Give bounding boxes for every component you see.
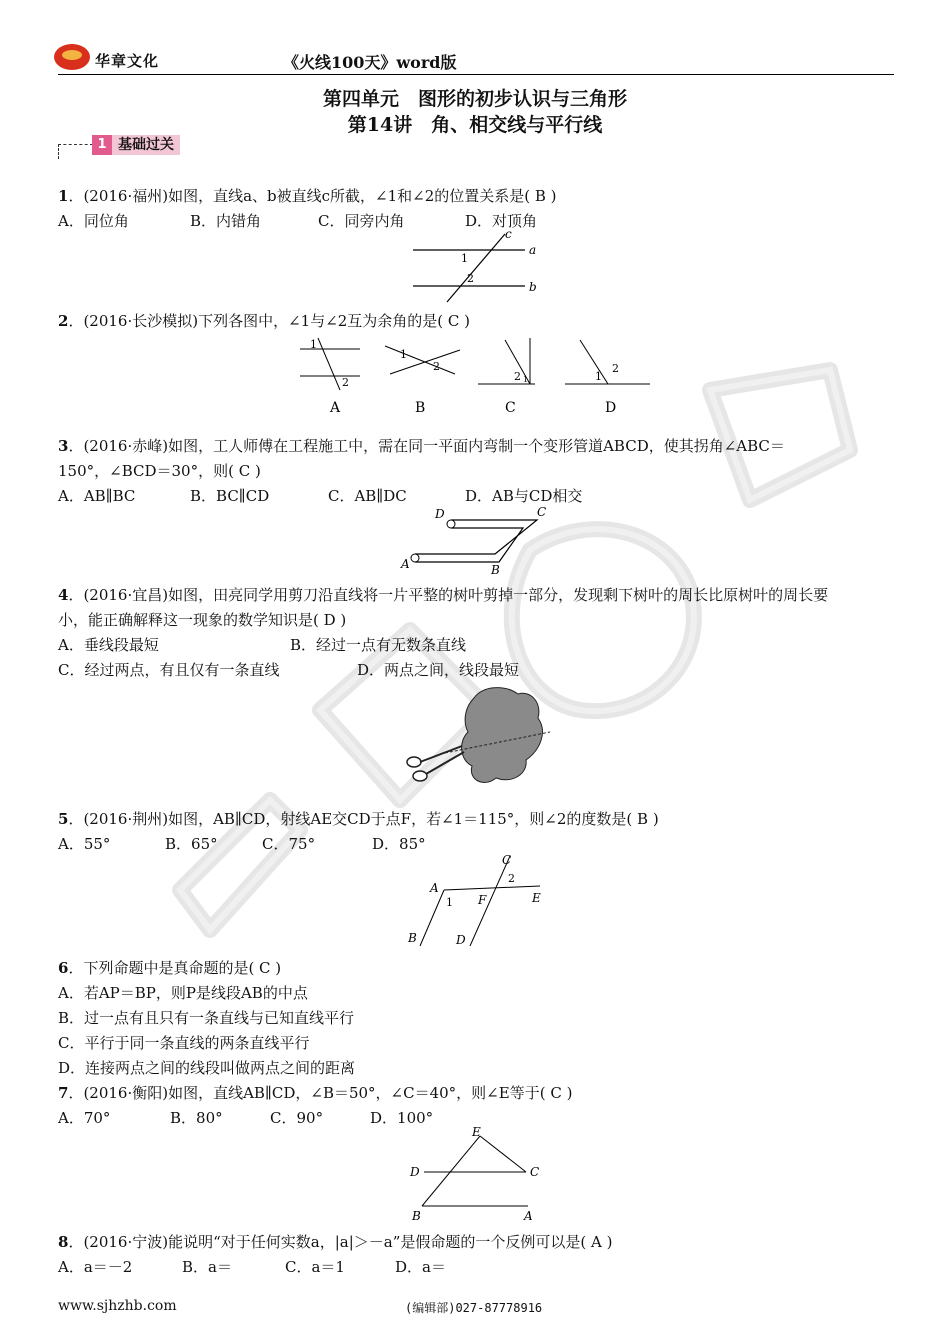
fig-label: 1: [461, 252, 468, 265]
question-4: [58, 585, 828, 605]
question-8: [58, 1232, 612, 1252]
svg-text:F: F: [478, 893, 487, 907]
option-b: B．过一点有且只有一条直线与已知直线平行: [58, 1009, 355, 1027]
option-a: A．55°: [58, 835, 111, 853]
lecture-title: 第14讲 角、相交线与平行线: [347, 114, 603, 136]
option-b: B．内错角: [190, 212, 262, 230]
option-d: D．两点之间，线段最短: [357, 661, 520, 679]
brand-logo: [54, 44, 90, 70]
question-number: 1: [58, 187, 69, 205]
option-c: C．经过两点，有且仅有一条直线: [58, 661, 280, 679]
question-4-cont: 小，能正确解释这一现象的数学知识是( D ): [58, 611, 347, 629]
caption-d: D: [605, 400, 617, 416]
option-c: C．AB∥DC: [328, 487, 407, 505]
question-number: 2: [58, 312, 69, 330]
option-b: B．80°: [170, 1109, 223, 1127]
option-b: B．65°: [165, 835, 218, 853]
svg-text:1: 1: [446, 896, 453, 909]
svg-text:B: B: [412, 1209, 421, 1223]
question-text: ．(2016·荆州)如图，AB∥CD，射线AE交CD于点F，若∠1＝115°，则∠2的度数是( B ): [68, 810, 659, 828]
option-a: A．垂线段最短: [58, 636, 159, 654]
svg-text:C: C: [530, 1165, 540, 1179]
option-b: B．a＝: [182, 1258, 232, 1276]
question-number: 4: [58, 586, 69, 604]
option-c: C．同旁内角: [318, 212, 405, 230]
header-book-title: 《火线100天》word版: [283, 53, 457, 72]
option-c: C．平行于同一条直线的两条直线平行: [58, 1034, 310, 1052]
figure-q3: [395, 502, 565, 578]
section-label: 基础过关: [112, 135, 180, 155]
caption-a: A: [330, 400, 341, 416]
question-text: ．(2016·长沙模拟)下列各图中，∠1与∠2互为余角的是( C ): [68, 312, 471, 330]
svg-text:2: 2: [433, 360, 440, 373]
question-6: [58, 958, 281, 978]
figure-q1: [405, 228, 545, 306]
svg-text:1: 1: [400, 348, 407, 361]
option-a: A．AB∥BC: [58, 487, 136, 505]
svg-text:E: E: [532, 891, 541, 905]
section-decoration: [58, 144, 93, 159]
figure-q4-leaf: [400, 680, 560, 792]
option-d: D．对顶角: [465, 212, 538, 230]
footer-phone: (编辑部)027-87778916: [405, 1301, 543, 1315]
unit-title: 第四单元 图形的初步认识与三角形: [322, 88, 627, 110]
question-2: [58, 311, 470, 331]
question-number: 8: [58, 1233, 69, 1251]
option-a: A．70°: [58, 1109, 111, 1127]
option-d: D．a＝: [395, 1258, 446, 1276]
svg-text:E: E: [472, 1125, 481, 1139]
question-number: 7: [58, 1084, 69, 1102]
svg-text:2: 2: [342, 376, 349, 389]
option-d: D．100°: [370, 1109, 434, 1127]
option-a: A．a＝－2: [58, 1258, 133, 1276]
caption-c: C: [505, 400, 516, 416]
question-text: ．(2016·衡阳)如图，直线AB∥CD，∠B＝50°，∠C＝40°，则∠E等于( C ): [68, 1084, 573, 1102]
svg-text:D: D: [410, 1165, 420, 1179]
question-5: [58, 809, 659, 829]
question-number: 3: [58, 437, 69, 455]
svg-text:B: B: [408, 931, 417, 945]
option-c: C．90°: [270, 1109, 324, 1127]
header-divider: [58, 74, 894, 75]
svg-text:C: C: [502, 853, 512, 867]
question-3: [58, 436, 785, 456]
header-brand: 华章文化: [95, 52, 160, 70]
question-7: [58, 1083, 572, 1103]
footer-website[interactable]: www.sjhzhb.com: [58, 1298, 177, 1314]
question-text: ．(2016·宁波)能说明“对于任何实数a，|a|＞－a”是假命题的一个反例可以是( A ): [68, 1233, 613, 1251]
question-text: ．下列命题中是真命题的是( C ): [68, 959, 282, 977]
figure-q5: [400, 850, 560, 950]
option-d: D．AB与CD相交: [465, 487, 583, 505]
svg-text:B: B: [491, 563, 500, 577]
question-text: ．(2016·宜昌)如图，田亮同学用剪刀沿直线将一片平整的树叶剪掉一部分，发现剩下树叶的周长比原树叶的周长要: [68, 586, 829, 604]
figure-q2: [290, 334, 670, 424]
section-number: 1: [92, 135, 112, 155]
svg-text:A: A: [430, 881, 439, 895]
question-text: ．(2016·赤峰)如图，工人师傅在工程施工中，需在同一平面内弯制一个变形管道ABCD，使其拐角∠ABC＝: [68, 437, 785, 455]
svg-text:D: D: [456, 933, 466, 947]
question-3-cont: 150°，∠BCD＝30°，则( C ): [58, 462, 261, 480]
svg-text:2: 2: [514, 370, 521, 383]
fig-label: a: [529, 243, 537, 257]
fig-label: 2: [467, 272, 474, 285]
option-b: B．BC∥CD: [190, 487, 270, 505]
svg-text:2: 2: [612, 362, 619, 375]
fig-label: c: [505, 228, 512, 241]
question-text: ．(2016·福州)如图，直线a、b被直线c所截，∠1和∠2的位置关系是( B ): [68, 187, 557, 205]
option-a: A．同位角: [58, 212, 129, 230]
svg-text:2: 2: [508, 872, 515, 885]
question-number: 6: [58, 959, 69, 977]
svg-text:1: 1: [523, 375, 529, 384]
section-badge: [92, 135, 180, 155]
option-c: C．a＝1: [285, 1258, 345, 1276]
option-d: D．85°: [372, 835, 426, 853]
question-number: 5: [58, 810, 69, 828]
option-b: B．经过一点有无数条直线: [290, 636, 467, 654]
question-1: [58, 186, 557, 206]
option-d: D．连接两点之间的线段叫做两点之间的距离: [58, 1059, 356, 1077]
figure-q7: [400, 1124, 560, 1224]
svg-text:A: A: [524, 1209, 533, 1223]
option-c: C．75°: [262, 835, 316, 853]
option-a: A．若AP＝BP，则P是线段AB的中点: [58, 984, 308, 1002]
svg-text:C: C: [537, 505, 547, 519]
caption-b: B: [415, 400, 426, 416]
svg-text:1: 1: [595, 370, 602, 383]
svg-text:D: D: [435, 507, 445, 521]
svg-text:A: A: [401, 557, 410, 571]
fig-label: b: [529, 280, 537, 294]
svg-text:1: 1: [310, 338, 317, 351]
